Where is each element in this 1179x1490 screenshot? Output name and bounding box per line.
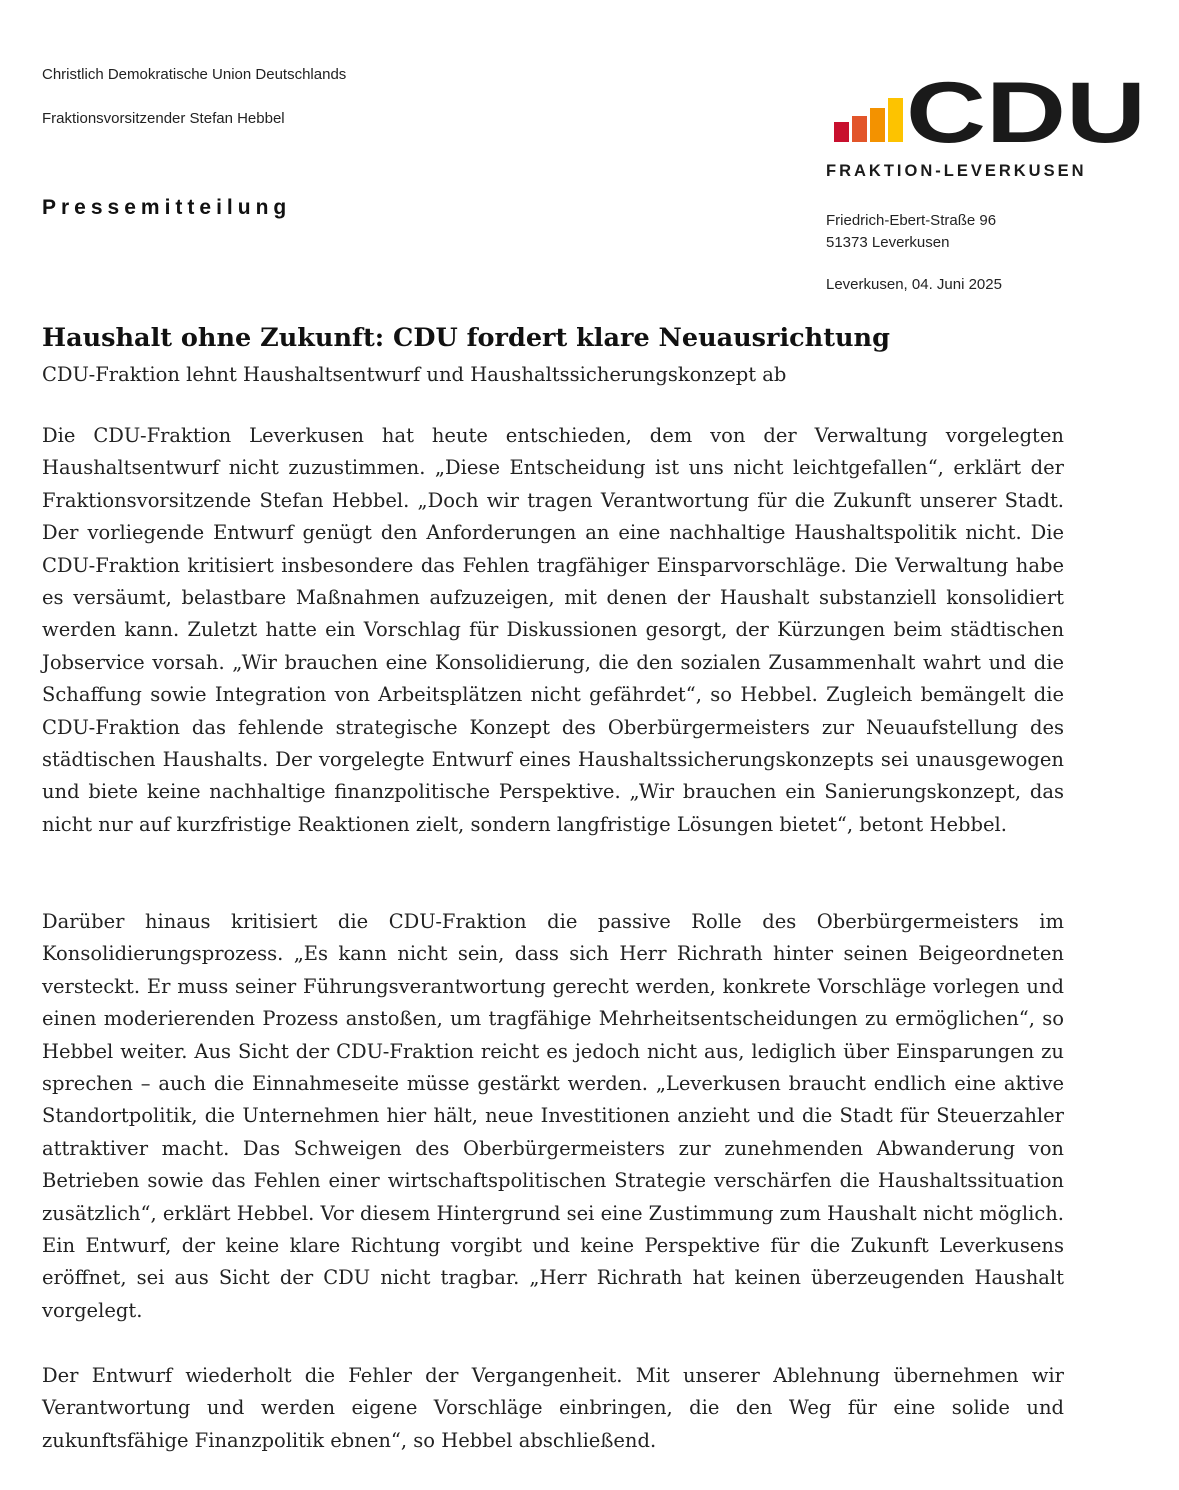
address-city: 51373 Leverkusen bbox=[826, 234, 950, 251]
logo-bar-3 bbox=[870, 108, 885, 142]
address-street: Friedrich-Ebert-Straße 96 bbox=[826, 212, 997, 229]
address-block bbox=[826, 210, 996, 254]
body-paragraph-1: Die CDU-Fraktion Leverkusen hat heute entschieden, dem von der Verwaltung vorgelegten Haushaltsentwurf nicht zuzustimmen. „Diese Entscheidung ist uns nicht leichtgefallen“, erklärt der Fraktionsvorsitzende Stefan Hebbel. „Doch wir tragen Verantwortung für die Zukunft unserer Stadt. Der vorliegende Entwurf genügt den Anforderungen an eine nachhaltige Haushaltspolitik nicht. Die CDU-Fraktion kritisiert insbesondere das Fehlen tragfähiger Einsparvorschläge. Die Verwaltung habe es versäumt, belastbare Maßnahmen aufzuzeigen, mit denen der Haushalt substanziell konsolidiert werden kann. Zuletzt hatte ein Vorschlag für Diskussionen gesorgt, der Kürzungen beim städtischen Jobservice vorsah. „Wir brauchen eine Konsolidierung, die den sozialen Zusammenhalt wahrt und die Schaffung sowie Integration von Arbeitsplätzen nicht gefährdet“, so Hebbel. Zugleich bemängelt die CDU-Fraktion das fehlende strategische Konzept des Oberbürgermeisters zur Neuaufstellung des städtischen Haushalts. Der vorgelegte Entwurf eines Haushaltssicherungskonzepts sei unausgewogen und biete keine nachhaltige finanzpolitische Perspektive. „Wir brauchen ein Sanierungskonzept, das nicht nur auf kurzfristige Reaktionen zielt, sondern langfristige Lösungen bietet“, betont Hebbel. bbox=[42, 424, 1064, 836]
cdu-logo-graphic bbox=[830, 70, 1150, 150]
headline: Haushalt ohne Zukunft: CDU fordert klare Neuausrichtung bbox=[42, 323, 890, 353]
logo-bar-4 bbox=[888, 98, 903, 142]
logo-bar-2 bbox=[852, 116, 867, 142]
sender-organization: Christlich Demokratische Union Deutschlands bbox=[42, 66, 347, 83]
body-paragraph-2: Darüber hinaus kritisiert die CDU-Fraktion die passive Rolle des Oberbürgermeisters im Konsolidierungsprozess. „Es kann nicht sein, dass sich Herr Richrath hinter seinen Beigeordneten versteckt. Er muss seiner Führungsverantwortung gerecht werden, konkrete Vorschläge vorlegen und einen moderierenden Prozess anstoßen, um tragfähige Mehrheitsentscheidungen zu ermöglichen“, so Hebbel weiter. Aus Sicht der CDU-Fraktion reicht es jedoch nicht aus, lediglich über Einsparungen zu sprechen – auch die Einnahmeseite müsse gestärkt werden. „Leverkusen braucht endlich eine aktive Standortpolitik, die Unternehmen hier hält, neue Investitionen anzieht und die Stadt für Steuerzahler attraktiver macht. Das Schweigen des Oberbürgermeisters zur zunehmenden Abwanderung von Betrieben sowie das Fehlen einer wirtschaftspolitischen Strategie verschärfen die Haushaltssituation zusätzlich“, erklärt Hebbel. Vor diesem Hintergrund sei eine Zustimmung zum Haushalt nicht möglich. Ein Entwurf, der keine klare Richtung vorgibt und keine Perspektive für die Zukunft Leverkusens eröffnet, sei aus Sicht der CDU nicht tragbar. „Herr Richrath hat keinen überzeugenden Haushalt vorgelegt. bbox=[42, 910, 1064, 1322]
logo-bar-1 bbox=[834, 122, 849, 142]
logo-subtitle: FRAKTION-LEVERKUSEN bbox=[826, 162, 1087, 180]
sender-chair: Fraktionsvorsitzender Stefan Hebbel bbox=[42, 110, 285, 127]
logo-wordmark: CDU bbox=[906, 70, 1146, 150]
document-type: Pressemitteilung bbox=[42, 196, 292, 219]
cdu-logo bbox=[830, 70, 1150, 150]
dateline: Leverkusen, 04. Juni 2025 bbox=[826, 276, 1002, 293]
body-paragraph-3: Der Entwurf wiederholt die Fehler der Vergangenheit. Mit unserer Ablehnung übernehmen wir Verantwortung und werden eigene Vorschläge einbringen, die den Weg für eine solide und zukunftsfähige Finanzpolitik ebnen“, so Hebbel abschließend. bbox=[42, 1364, 1064, 1452]
subheadline: CDU-Fraktion lehnt Haushaltsentwurf und Haushaltssicherungskonzept ab bbox=[42, 363, 787, 386]
